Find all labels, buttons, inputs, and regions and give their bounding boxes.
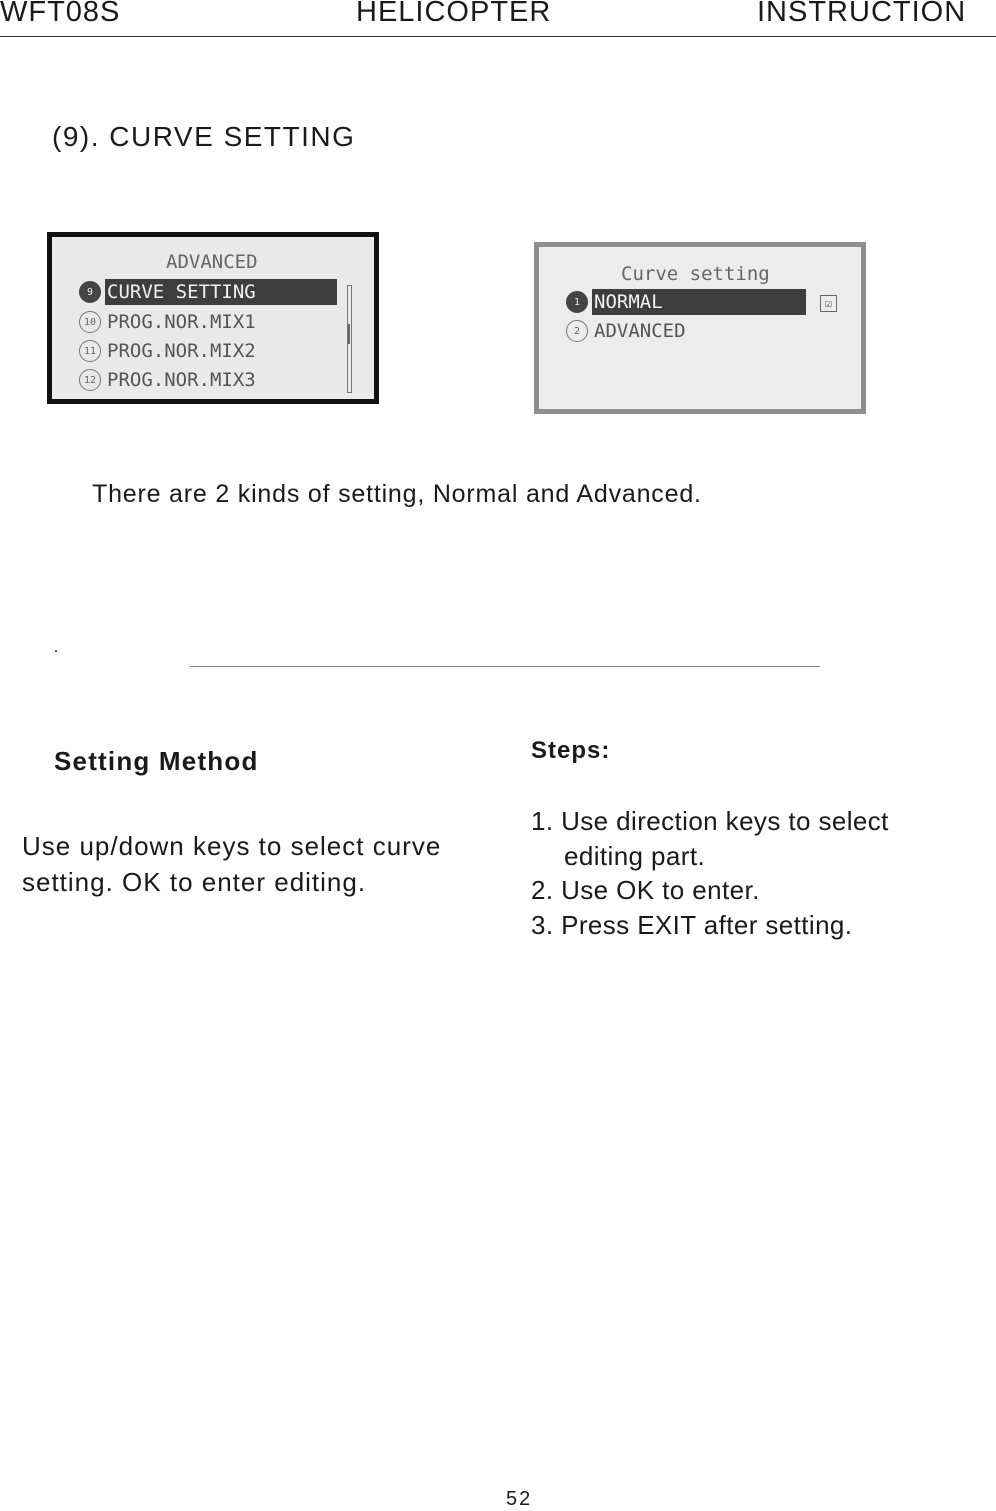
- menu-item-curve-setting: [79, 279, 337, 305]
- item-number-badge: 2: [566, 320, 588, 342]
- header-category: HELICOPTER: [356, 0, 552, 28]
- steps-list: [531, 804, 889, 942]
- setting-method-heading: Setting Method: [54, 746, 259, 776]
- menu-item-prog-nor-mix3: [79, 367, 258, 393]
- advanced-menu-title: ADVANCED: [166, 251, 258, 273]
- option-label: NORMAL: [592, 289, 806, 315]
- menu-item-prog-nor-mix2: [79, 338, 258, 364]
- header-rule: [0, 36, 996, 37]
- step-3: 3. Press EXIT after setting.: [531, 909, 853, 940]
- step-1-continued: editing part.: [564, 840, 706, 871]
- menu-item-label: PROG.NOR.MIX1: [107, 311, 256, 333]
- menu-item-label: PROG.NOR.MIX3: [107, 369, 256, 391]
- item-number-badge: 1: [566, 291, 588, 313]
- scrollbar-thumb: [348, 324, 350, 344]
- setting-method-text: [22, 828, 441, 900]
- item-number-badge: 9: [79, 281, 101, 303]
- intro-text: There are 2 kinds of setting, Normal and Advanced.: [92, 480, 702, 508]
- menu-item-label: CURVE SETTING: [105, 279, 337, 305]
- checkbox-icon: ☑: [820, 295, 837, 312]
- option-normal: [566, 289, 806, 315]
- step-2: 2. Use OK to enter.: [531, 875, 760, 905]
- menu-item-prog-nor-mix1: [79, 309, 258, 335]
- header-doc-type: INSTRUCTION: [757, 0, 967, 28]
- scrollbar: [347, 285, 352, 393]
- item-number-badge: 12: [79, 369, 101, 391]
- menu-item-label: PROG.NOR.MIX2: [107, 340, 256, 362]
- option-advanced: [566, 318, 688, 344]
- step-1: 1. Use direction keys to select: [531, 806, 889, 836]
- screenshot-curve-setting: [534, 242, 866, 414]
- setting-method-line: Use up/down keys to select curve: [22, 831, 442, 861]
- steps-heading: Steps:: [531, 737, 611, 764]
- curve-setting-title: Curve setting: [621, 263, 770, 285]
- screenshot-advanced-menu: [47, 232, 379, 404]
- page-number: 52: [506, 1488, 533, 1510]
- stray-dot: [55, 650, 57, 652]
- divider: [190, 666, 820, 667]
- header-model: WFT08S: [0, 0, 121, 28]
- section-title: (9). CURVE SETTING: [52, 121, 356, 152]
- setting-method-line: setting. OK to enter editing.: [22, 867, 367, 897]
- item-number-badge: 10: [79, 311, 101, 333]
- item-number-badge: 11: [79, 340, 101, 362]
- option-label: ADVANCED: [594, 320, 686, 342]
